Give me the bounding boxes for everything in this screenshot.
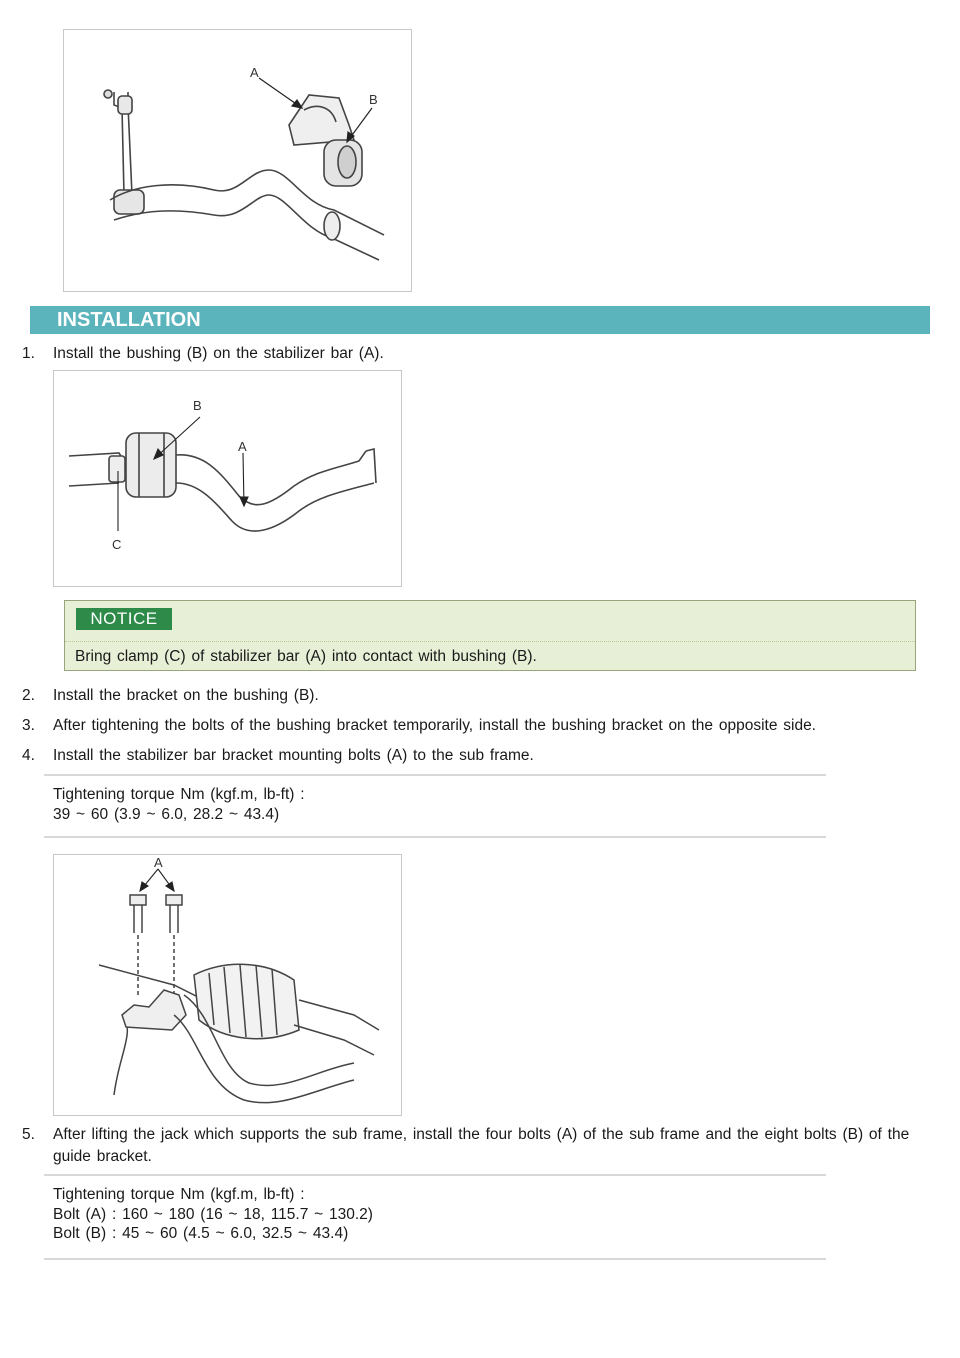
figure-label-a: A (238, 439, 247, 454)
figure-label-b: B (193, 398, 202, 413)
step-text: Install the bracket on the bushing (B). (53, 687, 319, 704)
notice-box (64, 600, 916, 671)
figure-label-a: A (250, 65, 259, 80)
step-number: 3. (22, 717, 35, 734)
figure-bracket-bolts (53, 854, 402, 1116)
step-number: 5. (22, 1126, 35, 1143)
torque-spec-step4 (44, 774, 826, 838)
step-4 (22, 745, 927, 767)
step-number: 1. (22, 345, 35, 362)
figure-label-c: C (112, 537, 122, 552)
stabilizer-link-illustration (64, 30, 411, 291)
bracket-bolts-illustration (54, 855, 401, 1115)
step-text: Install the bushing (B) on the stabilizer bar (A). (53, 345, 384, 362)
figure-label-a: A (154, 855, 163, 870)
section-heading-installation: INSTALLATION (30, 306, 930, 334)
step-1 (22, 343, 927, 365)
step-number: 2. (22, 687, 35, 704)
torque-heading: Tightening torque Nm (kgf.m, lb-ft) : (53, 1186, 305, 1203)
notice-badge: NOTICE (76, 608, 172, 630)
torque-value-bolt-b: Bolt (B) : 45 ~ 60 (4.5 ~ 6.0, 32.5 ~ 43.4) (53, 1225, 349, 1242)
step-3 (22, 715, 927, 737)
step-text: After lifting the jack which supports the sub frame, install the four bolts (A) of the sub frame and the eight bolts (B) of the guide bracket. (53, 1126, 910, 1165)
step-number: 4. (22, 747, 35, 764)
torque-heading: Tightening torque Nm (kgf.m, lb-ft) : (53, 786, 305, 803)
torque-value: 39 ~ 60 (3.9 ~ 6.0, 28.2 ~ 43.4) (53, 805, 280, 823)
step-5 (22, 1124, 927, 1168)
torque-spec-step5 (44, 1174, 826, 1260)
torque-value-bolt-a: Bolt (A) : 160 ~ 180 (16 ~ 18, 115.7 ~ 130.2) (53, 1205, 373, 1223)
figure-label-b: B (369, 92, 378, 107)
bushing-illustration (54, 371, 401, 586)
step-text: After tightening the bolts of the bushing bracket temporarily, install the bushing bracket on the opposite side. (53, 717, 816, 734)
step-2 (22, 685, 927, 707)
figure-bushing-install (53, 370, 402, 587)
notice-text: Bring clamp (C) of stabilizer bar (A) into contact with bushing (B). (75, 648, 537, 665)
notice-divider (65, 641, 915, 642)
step-text: Install the stabilizer bar bracket mounting bolts (A) to the sub frame. (53, 747, 534, 764)
figure-stabilizer-removal (63, 29, 412, 292)
